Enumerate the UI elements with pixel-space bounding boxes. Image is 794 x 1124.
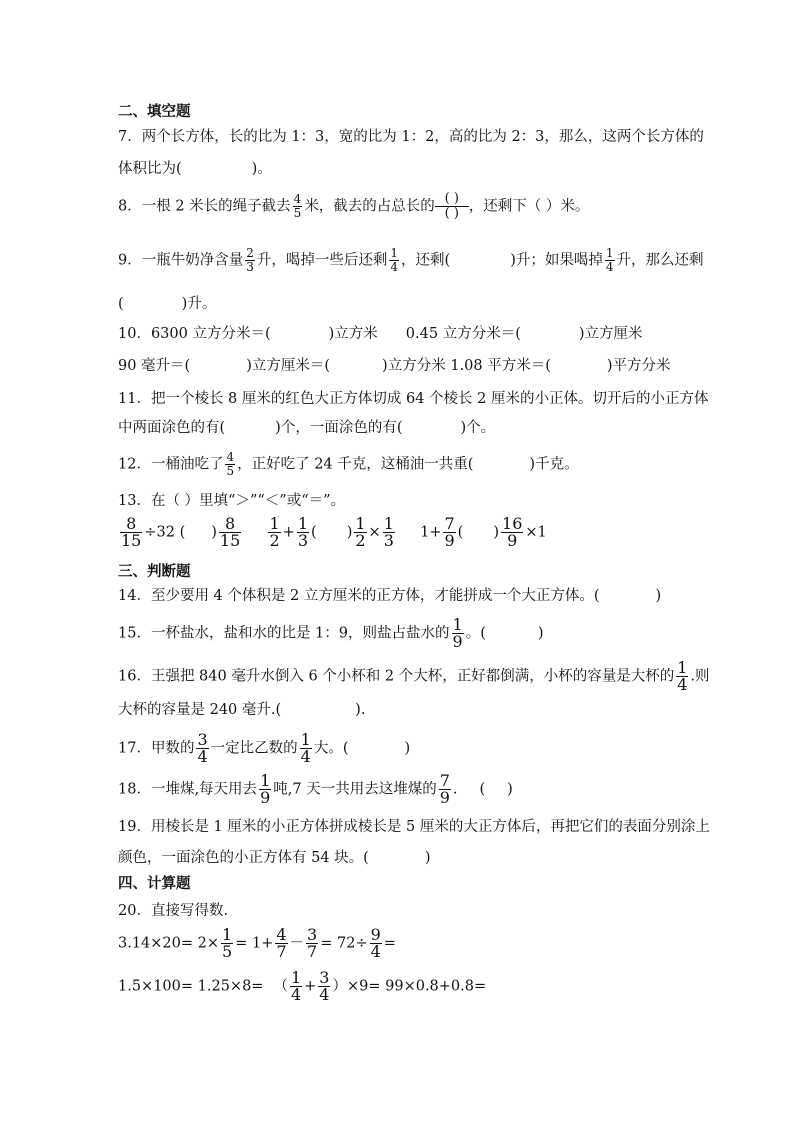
q9-text-7: )升。 [181,296,217,312]
fraction [225,451,235,478]
q10-text-8: )平方分米 [606,358,671,374]
question-18 [118,773,513,806]
question-10-line-1 [118,322,643,343]
fraction-numerator: 1 [300,730,311,749]
question-8 [118,192,589,221]
q16-text-3: 大杯的容量是 240 毫升.( [118,702,282,718]
fraction-numerator: 3 [319,968,330,987]
fraction-denominator: 4 [370,942,381,961]
fraction [306,927,318,960]
q16-text-4: ). [355,702,366,718]
q19-text-2: ) [424,850,431,866]
q13-operator: ÷32 ( [144,524,186,541]
fraction-denominator: 7 [276,942,287,961]
q17-text-2: 一定比乙数的 [210,740,298,757]
fraction-numerator: 1 [290,968,302,987]
q20-text: 3.14×20= 2× [118,935,220,952]
fraction [300,732,312,765]
q10-text: 10．6300 立方分米＝( [118,326,271,342]
q10-text-7: )立方分米 1.08 平方米＝( [382,358,551,374]
q8-text: 8．一根 2 米长的绳子截去 [118,198,291,215]
fraction [443,516,455,549]
question-17 [118,732,410,765]
fraction-denominator: 2 [355,531,366,550]
fraction [389,247,399,274]
q15-text: 15．一杯盐水，盐和水的比是 1：9，则盐占盐水的 [118,625,450,642]
q13-operator: + [282,524,295,541]
question-11-line-2 [118,416,495,437]
q9-text-3: ，还剩( [401,252,451,269]
question-10-line-2 [118,354,671,375]
fraction [370,927,382,960]
fraction-numerator: 7 [444,514,455,533]
fraction-denominator: 3 [246,260,254,274]
q13-operator: × [368,524,381,541]
fraction [501,516,523,549]
fraction-denominator: 9 [439,788,450,807]
q10-text-5: 90 毫升＝( [118,358,191,374]
question-19-line-1: 19．用棱长是 1 厘米的小正方体拼成棱长是 5 厘米的大正方体后，再把它们的表面分别涂上 [118,819,710,835]
q20-text-4: = 72÷ [320,935,368,952]
fraction-denominator: 15 [219,531,241,550]
question-14 [118,584,661,605]
fraction-denominator: 5 [226,464,235,478]
question-20-title: 20．直接写得数. [118,903,229,919]
q20-text-7: ）×9= 99×0.8+0.8= [332,978,487,995]
q7-text-end: )。 [251,161,272,177]
fraction-numerator: 1 [222,925,233,944]
section-heading-true-false: 三、判断题 [118,563,191,580]
fraction-denominator: 5 [293,206,302,220]
fraction-denominator: 15 [121,531,142,550]
fraction-denominator: 4 [197,747,208,766]
fraction-numerator: 1 [297,514,309,533]
q20-text-3: － [289,935,305,952]
q18-text-4: ( [479,781,486,798]
q9-text-5: 升，那么还剩 [616,252,704,269]
question-13-expressions [118,516,547,549]
q17-text: 17．甲数的 [118,740,195,757]
q10-text-4: )立方厘米 [578,326,643,342]
question-19-line-2 [118,846,431,867]
blank-numerator: ( ) [435,192,469,207]
section-heading-calculation: 四、计算题 [118,875,191,892]
question-7-line-1: 7．两个长方体，长的比为 1：3，宽的比为 1：2，高的比为 2：3，那么，这两个长方体的 [118,129,704,145]
question-12 [118,451,579,478]
fraction-denominator: 3 [383,531,394,550]
fraction-numerator: 1 [605,246,614,260]
fraction-denominator: 2 [269,531,280,550]
fraction [439,773,451,806]
q16-text: 16．王强把 840 毫升水倒入 6 个小杯和 2 个大杯，正好都倒满，小杯的容量是大杯的 [118,668,675,685]
fraction-denominator: 4 [319,985,330,1004]
fraction-denominator: 7 [307,942,318,961]
q9-text-2: 升，喝掉一些后还剩 [256,252,388,269]
fraction-denominator: 3 [297,531,309,550]
q9-text: 9．一瓶牛奶净含量 [118,252,244,269]
fraction-numerator: 3 [197,730,208,749]
fraction-numerator: 4 [226,450,235,464]
fraction-numerator: 8 [219,516,241,533]
fraction [354,516,366,549]
q13-paren: ) [346,524,353,541]
fraction-numerator: 3 [307,925,318,944]
fraction [605,247,615,274]
fraction [318,970,330,1003]
q13-paren: ) [211,524,217,541]
fraction-denominator: 9 [507,531,518,550]
fraction [383,516,395,549]
fraction-numerator: 9 [370,925,381,944]
question-9-line-1 [118,247,704,274]
q12-text: 12．一桶油吃了 [118,456,224,473]
fraction [120,516,142,549]
q13-operator: 1+ [420,524,442,541]
fraction-numerator: 1 [383,514,394,533]
q11-text-3: )个。 [460,420,496,436]
fraction-denominator: 9 [260,788,271,807]
q13-operator: ×1 [525,524,547,541]
q18-text-2: 吨,7 天一共用去这堆煤的 [273,781,437,798]
answer-fraction-blank[interactable] [435,192,469,221]
fraction-numerator: 8 [120,516,142,533]
fraction [275,927,287,960]
q20-paren: （ [273,978,288,995]
fraction [293,193,303,220]
fraction-denominator: 9 [444,531,455,550]
fraction-denominator: 5 [222,942,233,961]
q20-operator: + [304,978,317,995]
q15-text-2: 。( [465,625,486,642]
q8-text-2: 米，截去的占总长的 [304,198,435,215]
blank-denominator: ( ) [444,206,459,221]
fraction [245,247,255,274]
fraction [221,927,233,960]
q10-text-3: 0.45 立方分米＝( [405,326,521,342]
q13-paren: ( [311,524,317,541]
fraction-numerator: 4 [293,192,302,206]
fraction-numerator: 1 [452,615,463,634]
q7-text: 体积比为( [118,161,182,177]
q8-text-3: ，还剩下（ ）米。 [468,198,590,215]
q19-text: 颜色，一面涂色的小正方体有 54 块。( [118,850,369,866]
question-20-row-1 [118,927,396,960]
q10-text-2: )立方米 [328,326,378,342]
q12-text-2: ，正好吃了 24 千克，这桶油一共重( [237,456,474,473]
fraction-denominator: 4 [300,747,311,766]
q12-text-3: )千克。 [529,456,579,473]
q20-text-5: = [383,935,396,952]
fraction-denominator: 4 [390,260,399,274]
q13-paren: ( [457,524,464,541]
q20-text-2: = 1+ [235,935,274,952]
question-11-line-1: 11．把一个棱长 8 厘米的红色大正方体切成 64 个棱长 2 厘米的小正体。切开后的小正方体 [118,391,709,407]
fraction-numerator: 7 [439,771,450,790]
q11-text: 中两面涂色的有( [118,420,226,436]
fraction-denominator: 4 [677,675,688,694]
q11-text-2: )个，一面涂色的有( [275,420,403,436]
question-15 [118,617,544,650]
question-16-line-2 [118,698,365,719]
fraction [259,773,271,806]
q20-text-6: 1.5×100= 1.25×8= [118,978,264,995]
question-7-line-2 [118,157,272,178]
fraction-numerator: 4 [276,925,287,944]
q18-text-3: . [452,781,458,798]
q16-text-2: .则 [690,668,710,685]
q10-text-6: )立方厘米＝( [246,358,331,374]
question-9-line-2 [118,292,216,313]
q14-text: 14．至少要用 4 个体积是 2 立方厘米的正方体，才能拼成一个大正方体。( [118,588,600,604]
fraction-numerator: 1 [355,514,366,533]
fraction-numerator: 1 [260,771,271,790]
fraction [297,516,309,549]
fraction-denominator: 4 [605,260,614,274]
question-20-row-2 [118,970,486,1003]
q15-text-3: ) [537,625,544,642]
question-13-line-1: 13．在（ ）里填“＞”“＜”或“＝”。 [118,493,346,509]
fraction [452,617,464,650]
fraction-numerator: 2 [246,246,254,260]
fraction-numerator: 1 [390,246,399,260]
fraction [196,732,208,765]
section-heading-fill-blank: 二、填空题 [118,103,191,120]
fraction [219,516,241,549]
q9-text-6: ( [118,296,124,312]
fraction-denominator: 9 [452,632,463,651]
fraction-denominator: 4 [290,985,302,1004]
q17-text-4: ) [404,740,411,757]
question-16-line-1 [118,660,710,693]
q14-text-2: ) [655,588,662,604]
q18-text-5: ) [507,781,513,798]
fraction-numerator: 1 [677,658,688,677]
fraction [676,660,688,693]
fraction-numerator: 1 [269,514,280,533]
fraction [290,970,302,1003]
q9-text-4: )升；如果喝掉 [510,252,603,269]
fraction-numerator: 16 [502,514,523,533]
q13-paren: ) [493,524,500,541]
q18-text: 18．一堆煤,每天用去 [118,781,258,798]
q17-text-3: 大。( [313,740,349,757]
fraction [268,516,280,549]
